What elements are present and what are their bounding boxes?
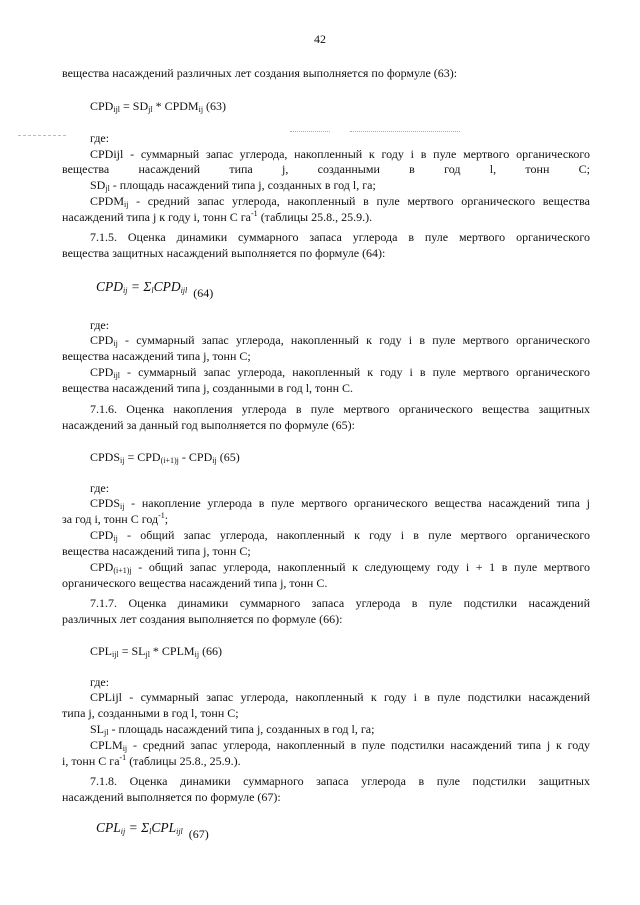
where-label: где: xyxy=(90,481,110,495)
section-7-1-7-text: различных лет создания выполняется по формуле (66): xyxy=(62,612,343,626)
variable-line xyxy=(62,210,590,225)
variable-subscript: ij xyxy=(113,339,118,348)
variable-line xyxy=(90,147,590,162)
formula-lhs: CPD xyxy=(96,279,123,294)
continuation-tail: (таблицы 25.8., 25.9.). xyxy=(126,754,241,768)
superscript: -1 xyxy=(119,753,127,762)
superscript: -1 xyxy=(251,209,258,218)
variable-description: - суммарный запас углерода, накопленный к году i в пуле мертвого органического xyxy=(123,147,590,161)
section-7-1-6-text: насаждений за данный год выполняется по формуле (65): xyxy=(62,418,355,432)
formula-sum: = Σ xyxy=(125,820,150,835)
where-label: где: xyxy=(90,675,110,689)
page-number: 42 xyxy=(314,32,326,46)
variable-subscript: ijl xyxy=(113,371,121,380)
formula-65 xyxy=(90,450,240,465)
formula-term: CPDS xyxy=(90,450,121,464)
formula-subscript: jl xyxy=(148,105,153,114)
variable-line xyxy=(90,178,590,193)
formula-64 xyxy=(96,279,214,300)
variable-symbol: CPDM xyxy=(90,194,125,208)
variable-subscript: ij xyxy=(122,744,128,753)
continuation-text: вещества насаждений типа j, тонн C; xyxy=(62,349,251,363)
formula-63 xyxy=(90,99,226,114)
variable-subscript: (i+1)j xyxy=(113,566,132,575)
variable-line xyxy=(90,365,590,380)
formula-number: (67) xyxy=(188,827,209,841)
variable-line xyxy=(90,722,590,737)
variable-symbol: CPD xyxy=(90,365,114,379)
variable-symbol: CPLijl xyxy=(90,690,123,704)
formula-subscript: l xyxy=(149,827,152,836)
variable-line xyxy=(62,544,590,559)
variable-line xyxy=(62,512,590,527)
intro-line: вещества насаждений различных лет создания выполняется по формуле (63): xyxy=(62,66,458,80)
variable-subscript: ij xyxy=(113,534,118,543)
formula-subscript: ij xyxy=(194,650,200,659)
variable-line xyxy=(90,194,590,209)
variable-description: - суммарный запас углерода, накопленный к году i в пуле мертвого органического xyxy=(120,365,590,379)
variable-line xyxy=(90,496,590,511)
variable-line xyxy=(90,528,590,543)
variable-line xyxy=(90,560,590,575)
formula-subscript: ijl xyxy=(113,105,121,114)
formula-66 xyxy=(90,644,222,659)
scan-mark xyxy=(290,131,330,133)
continuation-text: органического вещества насаждений типа j, тонн C. xyxy=(62,576,328,590)
formula-subscript: ij xyxy=(198,105,204,114)
variable-symbol: CPDijl xyxy=(90,147,124,161)
superscript: -1 xyxy=(158,511,165,520)
variable-line xyxy=(62,349,590,364)
formula-subscript: l xyxy=(151,286,154,295)
continuation-text: типа j, созданными в год l, тонн C; xyxy=(62,706,239,720)
variable-description: - суммарный запас углерода, накопленный к году i в пуле подстилки насаждений xyxy=(122,690,590,704)
formula-rhs: CPL xyxy=(151,820,177,835)
formula-lhs: CPL xyxy=(96,820,121,835)
variable-line xyxy=(90,333,590,348)
variable-subscript: jl xyxy=(105,184,110,193)
section-7-1-5-heading: 7.1.5. Оценка динамики суммарного запаса углерода в пуле мертвого органического xyxy=(90,230,590,244)
formula-number: (64) xyxy=(193,286,214,300)
variable-symbol: SL xyxy=(90,722,105,736)
formula-number: (65) xyxy=(216,450,240,464)
formula-subscript: ijl xyxy=(180,286,188,295)
where-label: где: xyxy=(90,131,110,145)
formula-term: CPL xyxy=(90,644,113,658)
variable-line xyxy=(62,381,590,396)
variable-symbol: CPD xyxy=(90,560,114,574)
continuation-text: вещества насаждений типа j, созданными в год l, тонн C. xyxy=(62,381,353,395)
variable-line xyxy=(62,162,590,177)
section-7-1-6-heading: 7.1.6. Оценка накопления углерода в пуле мертвого органического вещества защитных xyxy=(90,402,590,416)
formula-subscript: ij xyxy=(123,286,128,295)
continuation-text: вещества насаждений типа j, тонн C; xyxy=(62,544,251,558)
formula-term: = SL xyxy=(118,644,146,658)
variable-symbol: CPD xyxy=(90,528,114,542)
formula-number: (63) xyxy=(203,99,227,113)
variable-description: - накопление углерода в пуле мертвого органического вещества насаждений типа j xyxy=(124,496,590,510)
variable-description: - средний запас углерода, накопленный в пуле подстилки насаждений типа j к году xyxy=(127,738,590,752)
formula-subscript: ijl xyxy=(176,827,183,836)
variable-subscript: jl xyxy=(104,728,109,737)
variable-symbol: SD xyxy=(90,178,106,192)
section-7-1-7-heading: 7.1.7. Оценка динамики суммарного запаса углерода в пуле подстилки насаждений xyxy=(90,596,590,610)
formula-term: - CPD xyxy=(178,450,213,464)
formula-subscript: ij xyxy=(212,456,217,465)
variable-line xyxy=(62,706,590,721)
variable-description: - площадь насаждений типа j, созданных в год l, га; xyxy=(109,178,376,192)
variable-description: - суммарный запас углерода, накопленный к году i в пуле мертвого органического xyxy=(117,333,590,347)
scan-mark xyxy=(350,131,460,133)
continuation-tail: ; xyxy=(164,512,169,526)
variable-subscript: ij xyxy=(120,502,125,511)
formula-67 xyxy=(96,820,209,841)
variable-line xyxy=(62,754,590,769)
continuation-text: i, тонн C га xyxy=(62,754,120,768)
formula-term: = SD xyxy=(120,99,149,113)
formula-rhs: CPD xyxy=(153,279,181,294)
section-7-1-5-text: вещества защитных насаждений выполняется по формуле (64): xyxy=(62,246,386,260)
formula-term: * CPLM xyxy=(149,644,195,658)
continuation-text: за год i, тонн C год xyxy=(62,512,159,526)
variable-symbol: CPLM xyxy=(90,738,123,752)
variable-description: - общий запас углерода, накопленный к году i в пуле мертвого органического xyxy=(117,528,590,542)
variable-description: - средний запас углерода, накопленный в пуле мертвого органического вещества xyxy=(128,194,590,208)
variable-description: - общий запас углерода, накопленный к следующему году i + 1 в пуле мертвого xyxy=(131,560,590,574)
variable-line xyxy=(62,576,590,591)
continuation-text: вещества насаждений типа j, созданными в год l, тонн C; xyxy=(62,162,590,176)
formula-subscript: ij xyxy=(120,827,126,836)
variable-subscript: ij xyxy=(124,200,129,209)
formula-term: CPD xyxy=(90,99,114,113)
continuation-tail: (таблицы 25.8., 25.9.). xyxy=(257,210,373,224)
formula-term: = CPD xyxy=(124,450,161,464)
formula-subscript: ijl xyxy=(112,650,119,659)
variable-symbol: CPD xyxy=(90,333,114,347)
formula-subscript: (i+1)j xyxy=(160,456,179,465)
variable-symbol: CPDS xyxy=(90,496,121,510)
section-7-1-8-text: насаждений выполняется по формуле (67): xyxy=(62,790,281,804)
section-7-1-8-heading: 7.1.8. Оценка динамики суммарного запаса углерода в пуле подстилки защитных xyxy=(90,774,590,788)
formula-number: (66) xyxy=(199,644,223,658)
where-label: где: xyxy=(90,318,110,332)
formula-subscript: jl xyxy=(145,650,150,659)
variable-line xyxy=(90,690,590,705)
formula-term: * CPDM xyxy=(152,99,199,113)
variable-line xyxy=(90,738,590,753)
continuation-text: насаждений типа j к году i, тонн C га xyxy=(62,210,252,224)
scan-mark xyxy=(18,135,66,136)
variable-description: - площадь насаждений типа j, созданных в год l, га; xyxy=(108,722,375,736)
formula-subscript: ij xyxy=(120,456,125,465)
formula-sum: = Σ xyxy=(127,279,152,294)
